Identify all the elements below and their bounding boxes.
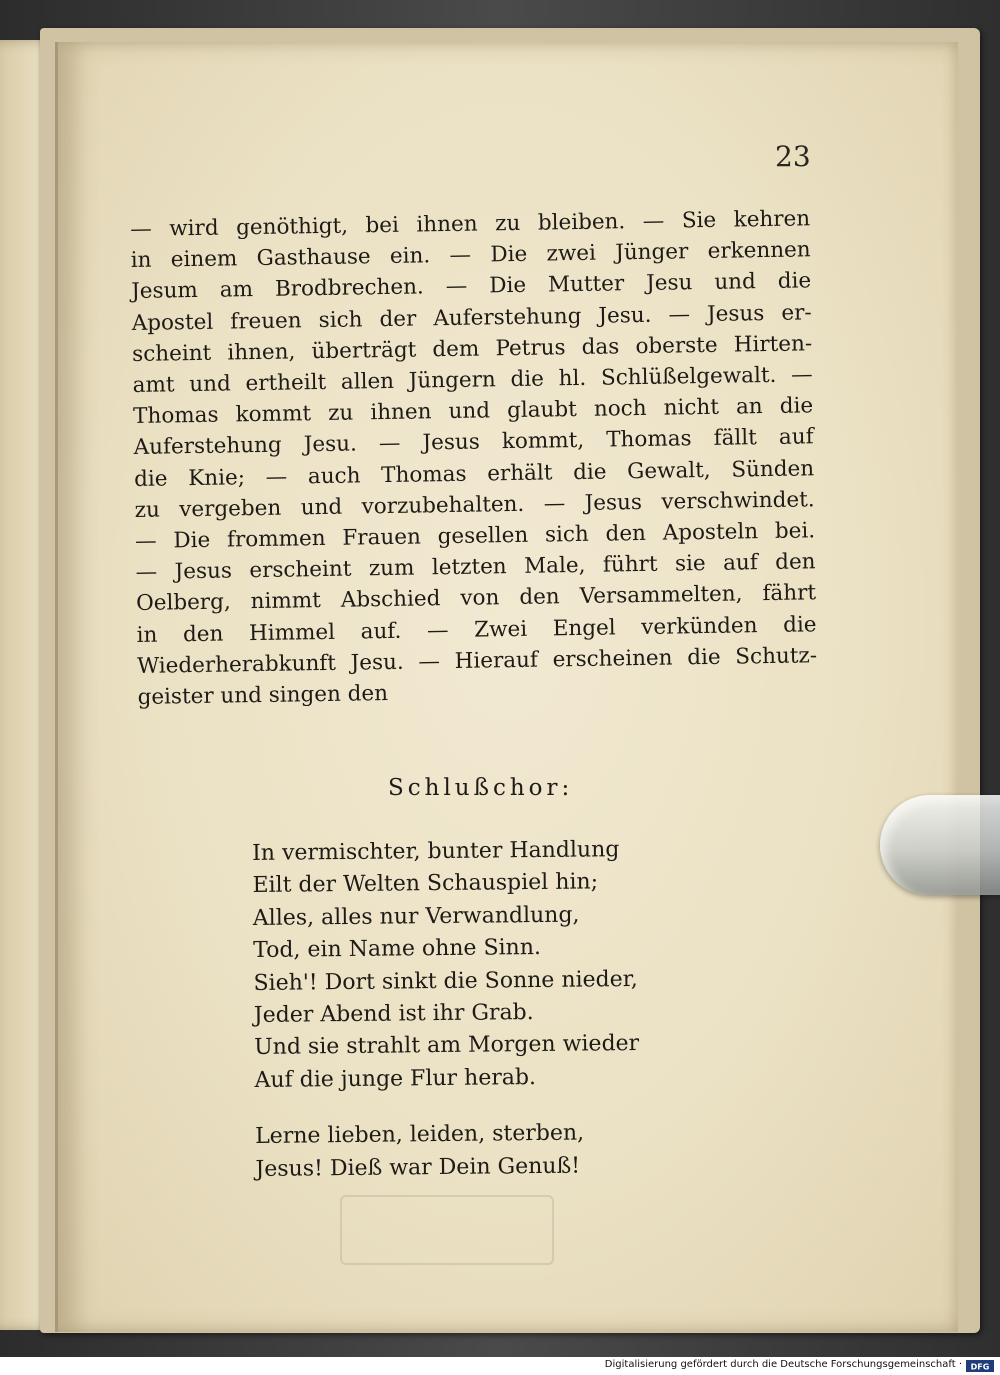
paragraph-line: Jesum am Brodbrechen. — Die Mutter Jesu und die [131,268,812,305]
paragraph-line: die Knie; — auch Thomas erhält die Gewalt, Sünden [133,455,815,492]
paragraph-line: amt und ertheilt allen Jüngern die hl. Schlüßelgewalt. — [132,362,813,398]
footer-credit: Digitalisierung gefördert durch die Deutsche Forschungsgemeinschaft · [604,1359,962,1370]
body-paragraph [130,203,818,713]
paragraph-line: scheint ihnen, überträgt dem Petrus das oberste Hirten- [132,331,813,367]
faint-library-stamp [340,1195,554,1265]
poem-line: Eilt der Welten Schauspiel hin; [252,869,599,899]
poem-line: Tod, ein Name ohne Sinn. [253,935,542,964]
poem-line: Sieh'! Dort sinkt die Sonne nieder, [253,966,638,996]
section-heading: Schlußchor: [388,775,574,801]
paragraph-line: zu vergeben und vorzubehalten. — Jesus verschwindet. [134,487,815,523]
paragraph-line: — Die frommen Frauen gesellen sich den Aposteln bei. [134,518,816,554]
paragraph-line: Wiederherabkunft Jesu. — Hierauf erscheinen die Schutz- [136,643,818,679]
paragraph-line: Thomas kommt zu ihnen und glaubt noch nicht an die [132,393,814,430]
paragraph-line: in den Himmel auf. — Zwei Engel verkünden die [136,611,817,648]
paragraph-line: Apostel freuen sich der Auferstehung Jesu. — Jesus er- [131,299,812,336]
page-number: 23 [775,140,811,173]
paragraph-line: — Jesus erscheint zum letzten Male, führt sie auf den [135,549,816,586]
paragraph-line: Oelberg, nimmt Abschied von den Versammelten, fährt [135,580,817,617]
dfg-logo-text: DFG [970,1362,990,1372]
poem [252,834,641,1186]
paragraph-line: in einem Gasthause ein. — Die zwei Jünger erkennen [130,237,811,274]
poem-line: Alles, alles nur Verwandlung, [252,902,580,931]
page-clip [880,795,1000,895]
poem-line: Auf die junge Flur herab. [254,1064,537,1093]
poem-line: In vermischter, bunter Handlung [252,837,620,866]
poem-line: Jesus! Dieß war Dein Genuß! [255,1153,581,1182]
poem-line: Jeder Abend ist ihr Grab. [253,1000,534,1029]
paragraph-line: Auferstehung Jesu. — Jesus kommt, Thomas fällt auf [133,424,814,461]
dfg-logo-icon [966,1360,994,1372]
paragraph-line: — wird genöthigt, bei ihnen zu bleiben. — Sie kehren [130,206,811,242]
poem-line: Lerne lieben, leiden, sterben, [254,1120,585,1150]
paragraph-line: geister und singen den [137,681,389,710]
poem-line: Und sie strahlt am Morgen wieder [254,1031,640,1061]
